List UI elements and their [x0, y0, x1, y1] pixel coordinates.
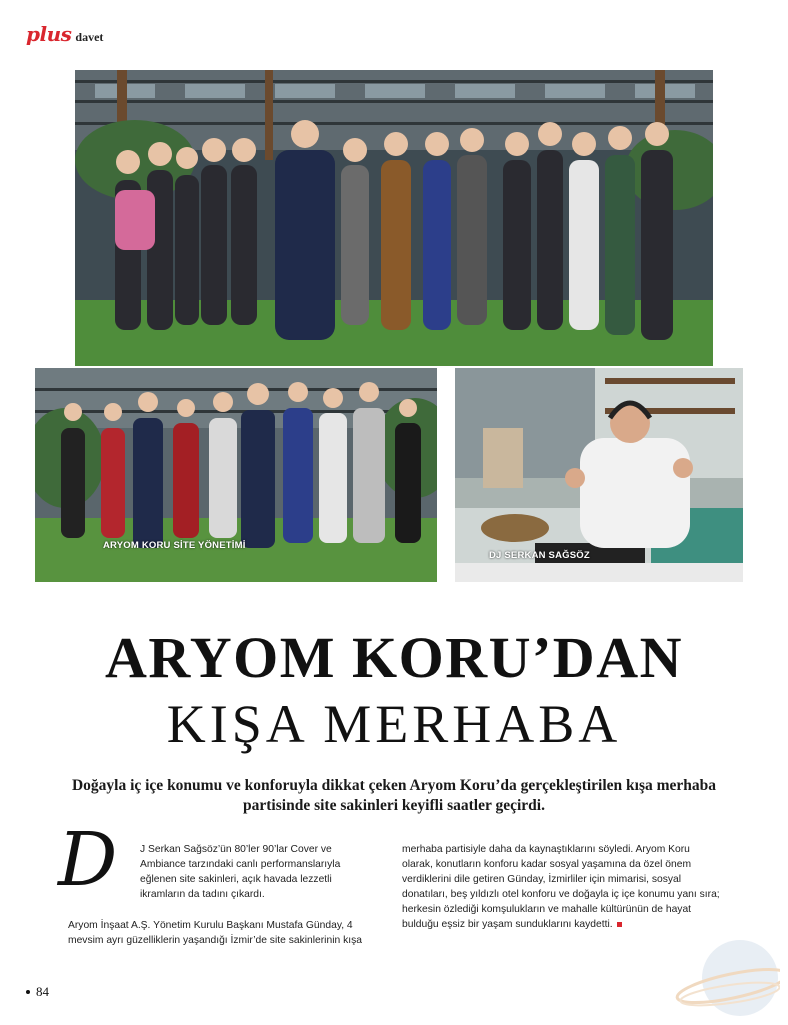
body-paragraph-1: J Serkan Sağsöz’ün 80’ler 90’lar Cover ve Ambiance tarzındaki canlı performanslarıyla eğlenen site sakinleri, açık havada lezzetli ikramların da tadını çıkardı. [140, 844, 341, 900]
article-title-line1: ARYOM KORU’DAN [105, 625, 683, 690]
body-paragraph-2: Aryom İnşaat A.Ş. Yönetim Kurulu Başkanı Mustafa Günday, 4 mevsim ayrı güzelliklerin yaşandığı İzmir’de site sakinlerinin kışa [68, 920, 362, 946]
article-intro: Doğayla iç içe konumu ve konforuyla dikkat çeken Aryom Koru’da gerçekleştirilen kışa merhaba partisinde site sakinleri keyifli saatler geçirdi. [71, 777, 717, 814]
dj-photo-caption: DJ SERKAN SAĞSÖZ [489, 550, 590, 561]
group-photo-illustration [75, 70, 713, 366]
page-folio [26, 984, 49, 1000]
brand-logo: plus [26, 22, 72, 46]
body-column-right [402, 842, 720, 932]
management-photo [35, 368, 437, 582]
page-number: 84 [36, 984, 49, 999]
body-paragraph-3: merhaba partisiyle daha da kaynaştıklarını söyledi. Aryom Koru olarak, konutların konforu kadar sosyal yaşamına da özel önem verdiklerini dile getiren Günday, İzmirliler için mimarisi, sosyal donatıları, beş yıldızlı otel konforu ve doğayla iç içe konumu yanı sıra; herkesin özlediği komşulukların ve mahalle kültürünün de hayat bulduğu eşsiz bir yaşam sunduklarını kaydetti. [402, 844, 720, 930]
magazine-brand [26, 22, 103, 48]
section-label: davet [75, 30, 104, 44]
decorative-globe-icon [670, 930, 780, 1020]
body-column-left [68, 842, 368, 964]
dj-photo [455, 368, 743, 582]
bullet-icon [26, 990, 30, 994]
article-title-line2: KIŞA MERHABA [166, 694, 622, 754]
end-mark-icon [617, 922, 622, 927]
main-group-photo [75, 70, 713, 366]
management-photo-caption: ARYOM KORU SİTE YÖNETİMİ [103, 540, 246, 551]
body-paragraph-3-wrap [402, 842, 720, 932]
drop-cap: D [58, 817, 118, 903]
